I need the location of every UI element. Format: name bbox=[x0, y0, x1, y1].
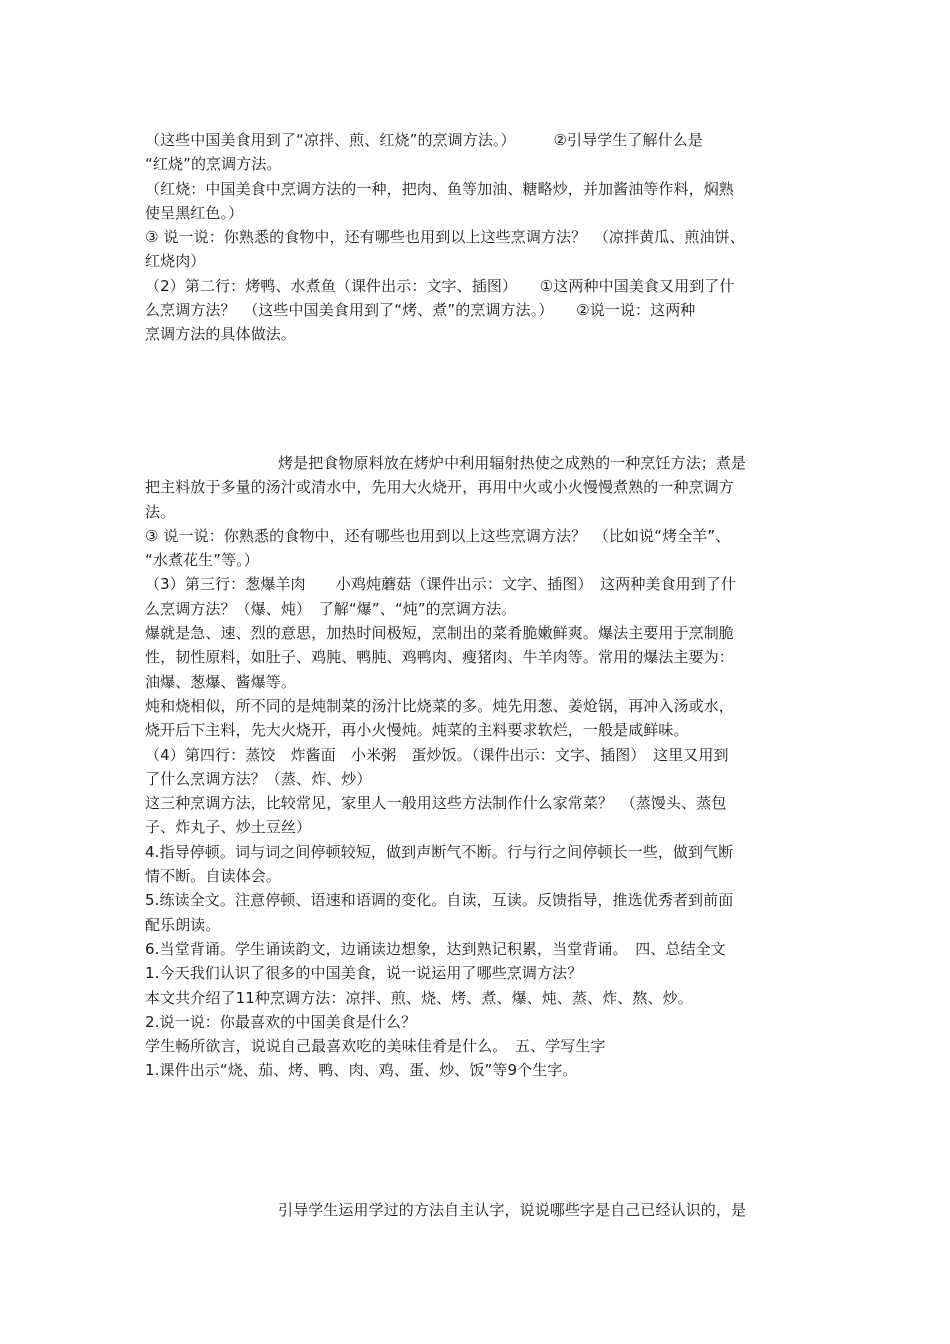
text-line: 情不断。自读体会。 bbox=[145, 867, 281, 886]
text-line: 本文共介绍了11种烹调方法：凉拌、煎、烧、烤、煮、爆、炖、蒸、炸、熬、炒。 bbox=[145, 988, 693, 1007]
text-line: 1.课件出示“烧、茄、烤、鸭、肉、鸡、蛋、炒、饭”等9个生字。 bbox=[145, 1061, 578, 1080]
text-line: 5.练读全文。注意停顿、语速和语调的变化。自读，互读。反馈指导，推选优秀者到前面 bbox=[145, 891, 734, 910]
text-line: 么烹调方法？（爆、炖） 了解“爆”、“炖”的烹调方法。 bbox=[145, 599, 517, 618]
text-line: 6.当堂背诵。学生诵读韵文，边诵读边想象，达到熟记积累，当堂背诵。 四、总结全文 bbox=[145, 939, 726, 958]
text-line: 配乐朗读。 bbox=[145, 915, 221, 934]
text-line: （3）第三行：葱爆羊肉 小鸡炖蘑菇（课件出示：文字、插图） 这两种美食用到了什 bbox=[145, 575, 737, 594]
text-line: ③ 说一说：你熟悉的食物中，还有哪些也用到以上这些烹调方法？ （比如说“烤全羊”、 bbox=[145, 526, 731, 545]
text-line: 红烧肉） bbox=[145, 252, 206, 271]
text-line: （红烧：中国美食中烹调方法的一种，把肉、鱼等加油、糖略炒，并加酱油等作料，焖熟 bbox=[145, 179, 734, 198]
text-line: 性，韧性原料，如肚子、鸡肫、鸭肫、鸡鸭肉、瘦猪肉、牛羊肉等。常用的爆法主要为： bbox=[145, 648, 734, 667]
text-line: 把主料放于多量的汤汁或清水中，先用大火烧开，再用中火或小火慢慢煮熟的一种烹调方 bbox=[145, 478, 734, 497]
text-line: “红烧”的烹调方法。 bbox=[145, 155, 282, 174]
text-line: 炖和烧相似，所不同的是炖制菜的汤汁比烧菜的多。炖先用葱、姜炝锅，再冲入汤或水， bbox=[145, 696, 734, 715]
text-line: （4）第四行：蒸饺 炸酱面 小米粥 蛋炒饭。（课件出示：文字、插图） 这里又用到 bbox=[145, 745, 729, 764]
text-line: （2）第二行：烤鸭、水煮鱼（课件出示：文字、插图） ①这两种中国美食又用到了什 bbox=[145, 276, 735, 295]
paragraph-block-cooking-methods-2 bbox=[145, 451, 813, 1083]
text-line: 油爆、葱爆、酱爆等。 bbox=[145, 672, 297, 691]
paragraph-block-character-learning bbox=[145, 1198, 813, 1222]
text-line: 了什么烹调方法？（蒸、炸、炒） bbox=[145, 769, 372, 788]
text-line: 么烹调方法？ （这些中国美食用到了“烤、煮”的烹调方法。） ②说一说：这两种 bbox=[145, 301, 696, 320]
text-line: 爆就是急、速、烈的意思，加热时间极短，烹制出的菜肴脆嫩鲜爽。爆法主要用于烹制脆 bbox=[145, 624, 734, 643]
text-line: 烤是把食物原料放在烤炉中利用辐射热使之成熟的一种烹饪方法；煮是 bbox=[278, 454, 747, 472]
text-line: （这些中国美食用到了“凉拌、煎、红烧”的烹调方法。） ②引导学生了解什么是 bbox=[145, 131, 703, 149]
text-line: 2.说一说：你最喜欢的中国美食是什么？ bbox=[145, 1012, 417, 1031]
text-line: 法。 bbox=[145, 502, 176, 521]
text-line: 1.今天我们认识了很多的中国美食，说一说运用了哪些烹调方法？ bbox=[145, 964, 583, 983]
text-line: 学生畅所欲言，说说自己最喜欢吃的美味佳肴是什么。 五、学写生字 bbox=[145, 1037, 606, 1056]
text-line: 子、炸丸子、炒土豆丝） bbox=[145, 818, 312, 837]
text-line: 使呈黑红色。） bbox=[145, 203, 244, 222]
text-line: 引导学生运用学过的方法自主认字，说说哪些字是自己已经认识的，是 bbox=[278, 1201, 747, 1219]
text-line: ③ 说一说：你熟悉的食物中，还有哪些也用到以上这些烹调方法？ （凉拌黄瓜、煎油饼、 bbox=[145, 228, 745, 247]
text-line: 这三种烹调方法，比较常见，家里人一般用这些方法制作什么家常菜？ （蒸馒头、蒸包 bbox=[145, 794, 727, 813]
text-line: “水煮花生”等。） bbox=[145, 551, 259, 570]
text-line: 烧开后下主料，先大火烧开，再小火慢炖。炖菜的主料要求软烂，一般是咸鲜味。 bbox=[145, 721, 689, 740]
text-line: 4.指导停顿。词与词之间停顿较短，做到声断气不断。行与行之间停顿长一些，做到气断 bbox=[145, 842, 734, 861]
paragraph-block-cooking-methods-1 bbox=[145, 128, 813, 347]
text-line: 烹调方法的具体做法。 bbox=[145, 325, 297, 344]
